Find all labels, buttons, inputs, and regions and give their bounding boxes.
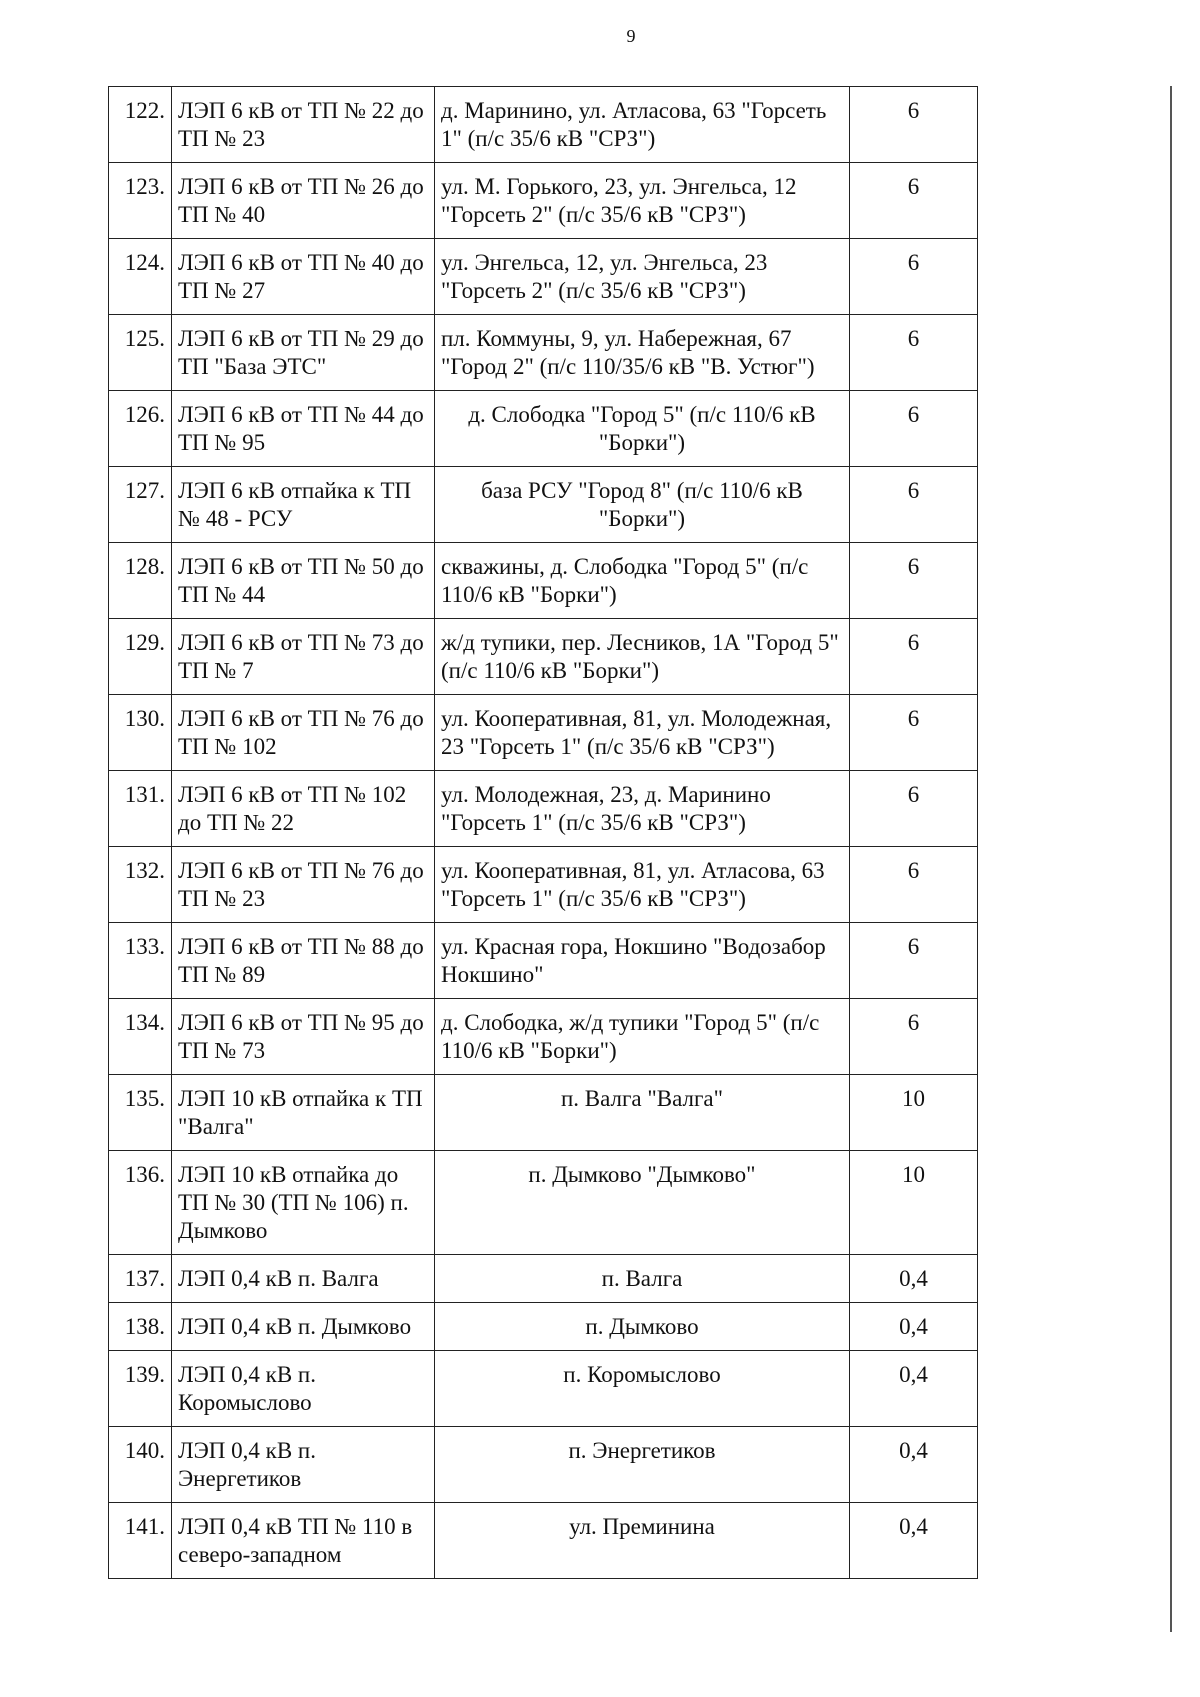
row-number-cell: 137. [109,1255,172,1303]
power-line-cell: ЛЭП 6 кВ от ТП № 22 до ТП № 23 [172,87,435,163]
power-line-cell: ЛЭП 6 кВ от ТП № 40 до ТП № 27 [172,239,435,315]
table-row [109,87,978,163]
table-row [109,1427,978,1503]
row-number-cell: 132. [109,847,172,923]
object-cell: ул. Преминина [435,1503,850,1579]
table-row [109,467,978,543]
table-row [109,771,978,847]
object-cell: д. Слободка "Город 5" (п/с 110/6 кВ "Борки") [435,391,850,467]
voltage-cell: 6 [850,239,978,315]
power-line-cell: ЛЭП 6 кВ от ТП № 88 до ТП № 89 [172,923,435,999]
power-line-cell: ЛЭП 10 кВ отпайка к ТП "Валга" [172,1075,435,1151]
row-number-cell: 133. [109,923,172,999]
power-line-cell: ЛЭП 6 кВ от ТП № 73 до ТП № 7 [172,619,435,695]
row-number-cell: 136. [109,1151,172,1255]
power-line-cell: ЛЭП 6 кВ от ТП № 95 до ТП № 73 [172,999,435,1075]
row-number-cell: 139. [109,1351,172,1427]
voltage-cell: 6 [850,391,978,467]
table-row [109,1503,978,1579]
table-row [109,163,978,239]
row-number-cell: 128. [109,543,172,619]
object-cell: п. Дымково "Дымково" [435,1151,850,1255]
table-row [109,847,978,923]
page-number: 9 [626,26,636,46]
power-line-cell: ЛЭП 6 кВ от ТП № 102 до ТП № 22 [172,771,435,847]
row-number-cell: 141. [109,1503,172,1579]
voltage-cell: 6 [850,923,978,999]
table-row [109,999,978,1075]
object-cell: п. Валга "Валга" [435,1075,850,1151]
power-line-cell: ЛЭП 0,4 кВ п. Коромыслово [172,1351,435,1427]
power-line-cell: ЛЭП 0,4 кВ ТП № 110 в северо-западном [172,1503,435,1579]
row-number-cell: 134. [109,999,172,1075]
row-number-cell: 129. [109,619,172,695]
voltage-cell: 0,4 [850,1503,978,1579]
voltage-cell: 0,4 [850,1427,978,1503]
table-row [109,1075,978,1151]
object-cell: п. Валга [435,1255,850,1303]
row-number-cell: 130. [109,695,172,771]
table-row [109,923,978,999]
power-line-cell: ЛЭП 6 кВ от ТП № 76 до ТП № 23 [172,847,435,923]
voltage-cell: 6 [850,771,978,847]
voltage-cell: 6 [850,999,978,1075]
voltage-cell: 6 [850,847,978,923]
object-cell: п. Дымково [435,1303,850,1351]
object-cell: ж/д тупики, пер. Лесников, 1А "Город 5" (п/с 110/6 кВ "Борки") [435,619,850,695]
table-body [109,87,978,1579]
voltage-cell: 6 [850,87,978,163]
voltage-cell: 0,4 [850,1255,978,1303]
row-number-cell: 123. [109,163,172,239]
table-row [109,1255,978,1303]
object-cell: ул. Кооперативная, 81, ул. Атласова, 63 "Горсеть 1" (п/с 35/6 кВ "СРЗ") [435,847,850,923]
object-cell: ул. М. Горького, 23, ул. Энгельса, 12 "Горсеть 2" (п/с 35/6 кВ "СРЗ") [435,163,850,239]
voltage-cell: 6 [850,619,978,695]
row-number-cell: 124. [109,239,172,315]
margin-rule [1170,86,1172,1632]
object-cell: ул. Энгельса, 12, ул. Энгельса, 23 "Горсеть 2" (п/с 35/6 кВ "СРЗ") [435,239,850,315]
row-number-cell: 126. [109,391,172,467]
row-number-cell: 127. [109,467,172,543]
power-line-cell: ЛЭП 6 кВ от ТП № 76 до ТП № 102 [172,695,435,771]
voltage-cell: 6 [850,543,978,619]
power-line-cell: ЛЭП 6 кВ от ТП № 29 до ТП "База ЭТС" [172,315,435,391]
power-line-cell: ЛЭП 6 кВ от ТП № 26 до ТП № 40 [172,163,435,239]
voltage-cell: 0,4 [850,1351,978,1427]
table-row [109,1351,978,1427]
voltage-cell: 6 [850,315,978,391]
object-cell: п. Коромыслово [435,1351,850,1427]
table-row [109,695,978,771]
object-cell: д. Маринино, ул. Атласова, 63 "Горсеть 1" (п/с 35/6 кВ "СРЗ") [435,87,850,163]
row-number-cell: 135. [109,1075,172,1151]
power-lines-table [108,86,978,1579]
voltage-cell: 6 [850,163,978,239]
row-number-cell: 138. [109,1303,172,1351]
voltage-cell: 0,4 [850,1303,978,1351]
row-number-cell: 122. [109,87,172,163]
table-row [109,1303,978,1351]
row-number-cell: 125. [109,315,172,391]
table-row [109,239,978,315]
table-row [109,1151,978,1255]
object-cell: база РСУ "Город 8" (п/с 110/6 кВ "Борки") [435,467,850,543]
object-cell: ул. Молодежная, 23, д. Маринино "Горсеть 1" (п/с 35/6 кВ "СРЗ") [435,771,850,847]
power-line-cell: ЛЭП 0,4 кВ п. Валга [172,1255,435,1303]
voltage-cell: 10 [850,1075,978,1151]
power-line-cell: ЛЭП 10 кВ отпайка до ТП № 30 (ТП № 106) п. Дымково [172,1151,435,1255]
object-cell: пл. Коммуны, 9, ул. Набережная, 67 "Город 2" (п/с 110/35/6 кВ "В. Устюг") [435,315,850,391]
table-row [109,619,978,695]
voltage-cell: 6 [850,467,978,543]
voltage-cell: 6 [850,695,978,771]
object-cell: скважины, д. Слободка "Город 5" (п/с 110/6 кВ "Борки") [435,543,850,619]
voltage-cell: 10 [850,1151,978,1255]
table-row [109,315,978,391]
power-line-cell: ЛЭП 6 кВ от ТП № 44 до ТП № 95 [172,391,435,467]
object-cell: ул. Красная гора, Нокшино "Водозабор Нокшино" [435,923,850,999]
power-line-cell: ЛЭП 6 кВ от ТП № 50 до ТП № 44 [172,543,435,619]
power-line-cell: ЛЭП 0,4 кВ п. Энергетиков [172,1427,435,1503]
object-cell: д. Слободка, ж/д тупики "Город 5" (п/с 110/6 кВ "Борки") [435,999,850,1075]
object-cell: ул. Кооперативная, 81, ул. Молодежная, 23 "Горсеть 1" (п/с 35/6 кВ "СРЗ") [435,695,850,771]
table-row [109,391,978,467]
object-cell: п. Энергетиков [435,1427,850,1503]
power-line-cell: ЛЭП 0,4 кВ п. Дымково [172,1303,435,1351]
table-row [109,543,978,619]
row-number-cell: 131. [109,771,172,847]
power-line-cell: ЛЭП 6 кВ отпайка к ТП № 48 - РСУ [172,467,435,543]
row-number-cell: 140. [109,1427,172,1503]
